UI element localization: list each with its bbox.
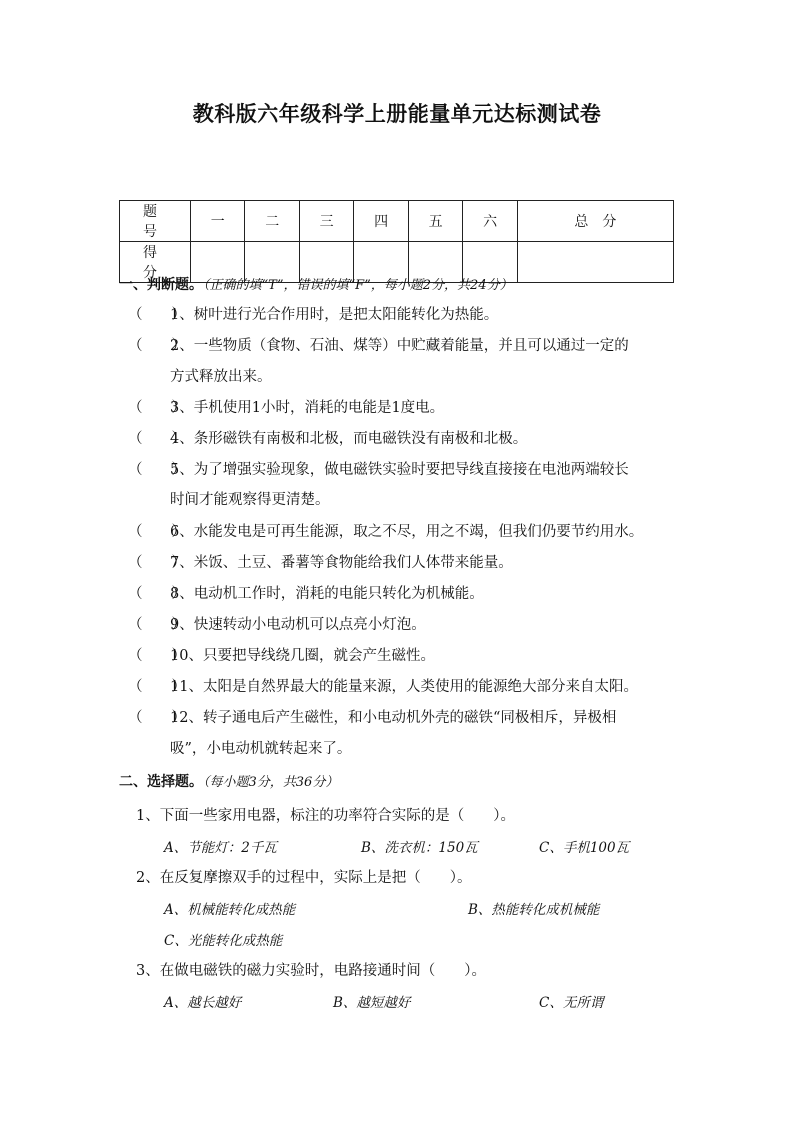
- judge-question: （ ）6、水能发电是可再生能源，取之不尽，用之不竭，但我们仍要节约用水。: [128, 517, 643, 548]
- choice-option[interactable]: A、节能灯：2千瓦: [164, 840, 277, 856]
- section1-note: （正确的填“T”，错误的填“F”，每小题2分，共24分）: [203, 278, 513, 293]
- answer-blank[interactable]: （ ）: [128, 648, 186, 664]
- section1-title: 一、判断题。: [119, 277, 203, 293]
- score-table-cell: 三: [299, 201, 353, 242]
- choice-option[interactable]: B、洗衣机：150瓦: [361, 840, 478, 856]
- answer-blank[interactable]: （ ）: [128, 431, 186, 447]
- answer-blank[interactable]: （ ）: [128, 555, 186, 571]
- choice-question: 3、在做电磁铁的磁力实验时，电路接通时间（ ）。: [136, 963, 486, 979]
- judge-question: （ ）11、太阳是自然界最大的能量来源，人类使用的能源绝大部分来自太阳。: [128, 672, 638, 703]
- score-table-cell: 二: [245, 201, 299, 242]
- score-table-cell: 四: [354, 201, 408, 242]
- choice-option[interactable]: C、无所谓: [539, 995, 604, 1011]
- judge-question: （ ）10、只要把导线绕几圈，就会产生磁性。: [128, 641, 435, 672]
- answer-blank[interactable]: （ ）: [128, 338, 186, 354]
- judge-question: （ ）3、手机使用1小时，消耗的电能是1度电。: [128, 393, 444, 424]
- judge-question: （ ）4、条形磁铁有南极和北极，而电磁铁没有南极和北极。: [128, 424, 527, 455]
- answer-blank[interactable]: （ ）: [128, 307, 186, 323]
- choice-option[interactable]: C、光能转化成热能: [164, 933, 283, 949]
- judge-question: （ ）1、树叶进行光合作用时，是把太阳能转化为热能。: [128, 300, 498, 331]
- choice-option[interactable]: C、手机100瓦: [539, 840, 630, 856]
- score-table-header-row: [120, 201, 674, 242]
- section2-note: （每小题3分，共36分）: [203, 775, 339, 790]
- choice-option[interactable]: B、热能转化成机械能: [468, 902, 600, 918]
- score-table-cell: 总 分: [517, 201, 673, 242]
- page-title: 教科版六年级科学上册能量单元达标测试卷: [192, 102, 602, 126]
- choice-option[interactable]: A、机械能转化成热能: [164, 902, 296, 918]
- score-table-cell: 得 分: [120, 242, 191, 283]
- judge-question: （ ）9、快速转动小电动机可以点亮小灯泡。: [128, 610, 426, 641]
- choice-option[interactable]: A、越长越好: [164, 995, 242, 1011]
- section1-heading: [119, 274, 513, 294]
- answer-blank[interactable]: （ ）: [128, 524, 186, 540]
- answer-blank[interactable]: （ ）: [128, 710, 186, 726]
- answer-blank[interactable]: （ ）: [128, 617, 186, 633]
- score-table: [119, 200, 674, 283]
- score-table-cell: 六: [463, 201, 517, 242]
- answer-blank[interactable]: （ ）: [128, 400, 186, 416]
- choice-question: 2、在反复摩擦双手的过程中，实际上是把（ ）。: [136, 870, 472, 886]
- judge-question: （ ）12、转子通电后产生磁性，和小电动机外壳的磁铁“同极相斥，异极相: [128, 703, 616, 734]
- judge-question-continued: 方式释放出来。: [170, 369, 272, 385]
- choice-option[interactable]: B、越短越好: [333, 995, 411, 1011]
- judge-question: （ ）5、为了增强实验现象，做电磁铁实验时要把导线直接接在电池两端较长: [128, 455, 629, 486]
- score-table-cell: 五: [408, 201, 462, 242]
- judge-question: （ ）2、一些物质（食物、石油、煤等）中贮藏着能量，并且可以通过一定的: [128, 331, 629, 362]
- score-input-cell[interactable]: [517, 242, 673, 283]
- judge-question: （ ）8、电动机工作时，消耗的电能只转化为机械能。: [128, 579, 484, 610]
- score-table-cell: 题 号: [120, 201, 191, 242]
- judge-question-continued: 时间才能观察得更清楚。: [170, 492, 330, 508]
- choice-question: 1、下面一些家用电器，标注的功率符合实际的是（ ）。: [136, 808, 515, 824]
- score-table-cell: 一: [191, 201, 245, 242]
- section2-title: 二、选择题。: [119, 774, 203, 790]
- answer-blank[interactable]: （ ）: [128, 679, 186, 695]
- judge-question: （ ）7、米饭、土豆、番薯等食物能给我们人体带来能量。: [128, 548, 513, 579]
- judge-question-continued: 吸”，小电动机就转起来了。: [170, 741, 352, 757]
- answer-blank[interactable]: （ ）: [128, 462, 186, 478]
- answer-blank[interactable]: （ ）: [128, 586, 186, 602]
- section2-heading: [119, 771, 338, 791]
